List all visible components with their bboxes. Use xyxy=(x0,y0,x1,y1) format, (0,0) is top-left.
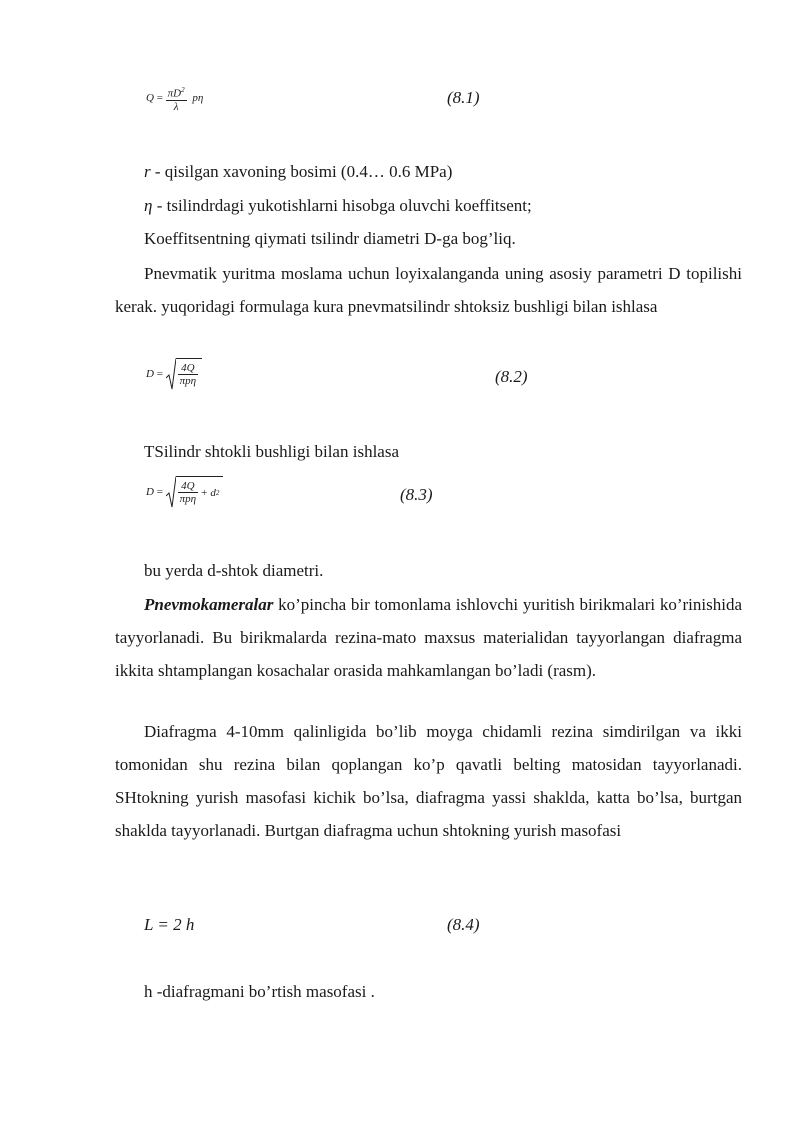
eq2-lhs: D xyxy=(146,368,154,380)
eq1-equals: = xyxy=(156,91,163,104)
paragraph-diafragma: Diafragma 4-10mm qalinligida bo’lib moyga chidamli rezina simdirilgan va ikki tomonidan shu rezina bilan qoplangan ko’p qavatli belting matosidan tayyorlanadi. SHtokning yurish masofasi kichik bo’lsa, diafragma yassi shaklda, katta bo’lsa, burtgan shaklda tayyorlanadi. Burtgan diafragma uchun shtokning yurish masofasi xyxy=(115,722,742,840)
eq1-denominator: λ xyxy=(166,100,187,113)
eq1-tail: pη xyxy=(192,91,204,104)
paragraph-pnevmatik: Pnevmatik yuritma moslama uchun loyixalanganda uning asosiy parametri D topilishi kerak. yuqoridagi formulaga kura pnevmatsilindr shtoksiz bushligi bilan ishlasa xyxy=(115,264,742,316)
paragraph-pnevmokameralar xyxy=(115,588,742,687)
equation-8-2 xyxy=(146,358,202,390)
r-symbol: r xyxy=(144,162,151,181)
eq3-denominator: πpη xyxy=(179,493,197,505)
eta-definition xyxy=(144,196,532,216)
eta-symbol: η xyxy=(144,196,153,215)
eq3-fraction xyxy=(178,480,198,505)
eq2-equals: = xyxy=(156,368,163,380)
eq1-fraction xyxy=(166,84,187,113)
koeffitsent-line: Koeffitsentning qiymati tsilindr diametri D-ga bog’liq. xyxy=(144,229,516,248)
eq3-numerator: 4Q xyxy=(181,480,195,492)
eq1-lhs: Q xyxy=(146,91,154,104)
eq1-num-sup: 2 xyxy=(181,86,185,94)
h-definition-line: h -diafragmani bo’rtish masofasi . xyxy=(144,982,375,1001)
eq3-lhs: D xyxy=(146,486,154,498)
radical-sign-icon xyxy=(166,358,176,390)
eq3-d-sup: 2 xyxy=(215,488,220,497)
eq3-equals: = xyxy=(156,486,163,498)
eq1-numerator: πD xyxy=(167,87,182,100)
equation-8-1 xyxy=(146,84,203,113)
shtok-line: bu yerda d-shtok diametri. xyxy=(144,561,324,580)
pnevmokameralar-term: Pnevmokameralar xyxy=(144,595,274,614)
r-definition xyxy=(144,162,452,182)
r-text: - qisilgan xavoning bosimi (0.4… 0.6 MPa) xyxy=(150,162,453,181)
equation-number-8-4: (8.4) xyxy=(447,915,480,934)
eq2-fraction xyxy=(178,362,198,387)
eq2-sqrt xyxy=(166,358,202,390)
eta-text: - tsilindrdagi yukotishlarni hisobga oluvchi koeffitsent; xyxy=(152,196,532,215)
pnevmokameralar-text: ko’pincha bir tomonlama ishlovchi yuritish birikmalari ko’rinishida tayyorlanadi. Bu birikmalarda rezina-mato maxsus materialidan tayyorlangan diafragma ikkita shtamplangan kosachalar orasida mahkamlangan bo’ladi (rasm). xyxy=(115,595,742,680)
eq3-plus: + xyxy=(201,486,208,499)
radical-sign-icon xyxy=(166,476,176,508)
eq3-sqrt xyxy=(166,476,224,508)
equation-8-4: L = 2 h xyxy=(144,915,195,934)
eq2-denominator: πpη xyxy=(179,375,197,387)
tsilindr-line: TSilindr shtokli bushligi bilan ishlasa xyxy=(144,442,399,461)
eq2-numerator: 4Q xyxy=(181,362,195,374)
equation-number-8-2: (8.2) xyxy=(495,367,528,386)
equation-number-8-3: (8.3) xyxy=(400,485,433,504)
equation-number-8-1: (8.1) xyxy=(447,88,480,107)
eq3-d: d xyxy=(210,486,216,499)
equation-8-3 xyxy=(146,476,223,508)
